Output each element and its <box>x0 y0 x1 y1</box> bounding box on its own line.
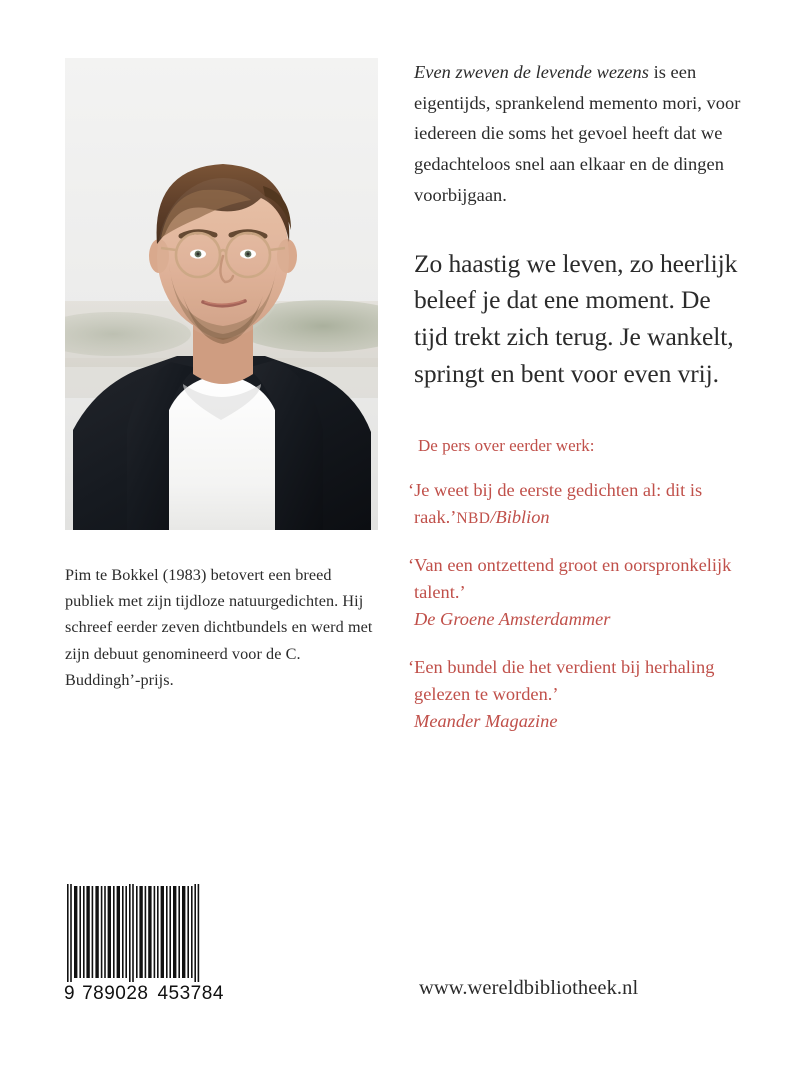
author-bio-text: Pim te Bokkel (1983) betovert een breed publiek met zijn tijdloze natuurgedichten. Hij schreef eerder zeven dichtbundels en werd met zijn debuut genomineerd voor de C. Buddingh’-prijs. <box>65 566 373 689</box>
press-quote-1-source-abbr: NBD <box>456 510 491 528</box>
press-quote-2-text: ‘Van een ontzettend groot en oorspronkelijk talent.’ <box>408 555 732 603</box>
author-bio <box>65 562 378 693</box>
press-reviews-section <box>408 433 744 736</box>
book-blurb <box>414 57 744 211</box>
press-quote-3 <box>408 654 744 735</box>
press-quote-1 <box>408 477 744 531</box>
right-column <box>408 57 744 735</box>
barcode-digits-right: 453784 <box>157 983 224 1004</box>
press-reviews-heading: De pers over eerder werk: <box>418 435 595 455</box>
book-title-italic: Even zweven de levende wezens <box>414 62 649 82</box>
press-quote-2-source: De Groene Amsterdammer <box>414 609 611 630</box>
book-blurb-rest: is een eigentijds, sprankelend memento mori, voor iedereen die soms het gevoel heeft dat we gedachteloos snel aan elkaar en de dingen voorbijgaan. <box>414 62 741 205</box>
press-quote-3-text: ‘Een bundel die het verdient bij herhaling gelezen te worden.’ <box>408 657 715 705</box>
left-column <box>65 58 378 693</box>
pull-quote: Zo haastig we leven, zo heerlijk beleef je dat ene moment. De tijd trekt zich terug. Je wankelt, springt en bent voor even vrij. <box>414 248 738 388</box>
press-quote-1-source: /Biblion <box>490 507 550 528</box>
barcode-digits-left: 789028 <box>82 983 149 1004</box>
press-quote-2 <box>408 552 744 633</box>
publisher-website-url[interactable]: www.wereldbibliotheek.nl <box>419 977 639 999</box>
barcode-digit-lead: 9 <box>64 983 76 1004</box>
isbn-barcode <box>64 884 224 1005</box>
author-portrait-photo <box>65 58 378 530</box>
press-quote-1-text: ‘Je weet bij de eerste gedichten al: dit is raak.’ <box>408 480 703 528</box>
press-quote-3-source: Meander Magazine <box>414 711 558 732</box>
barcode-digits <box>64 983 224 1005</box>
barcode-bars <box>64 884 204 982</box>
